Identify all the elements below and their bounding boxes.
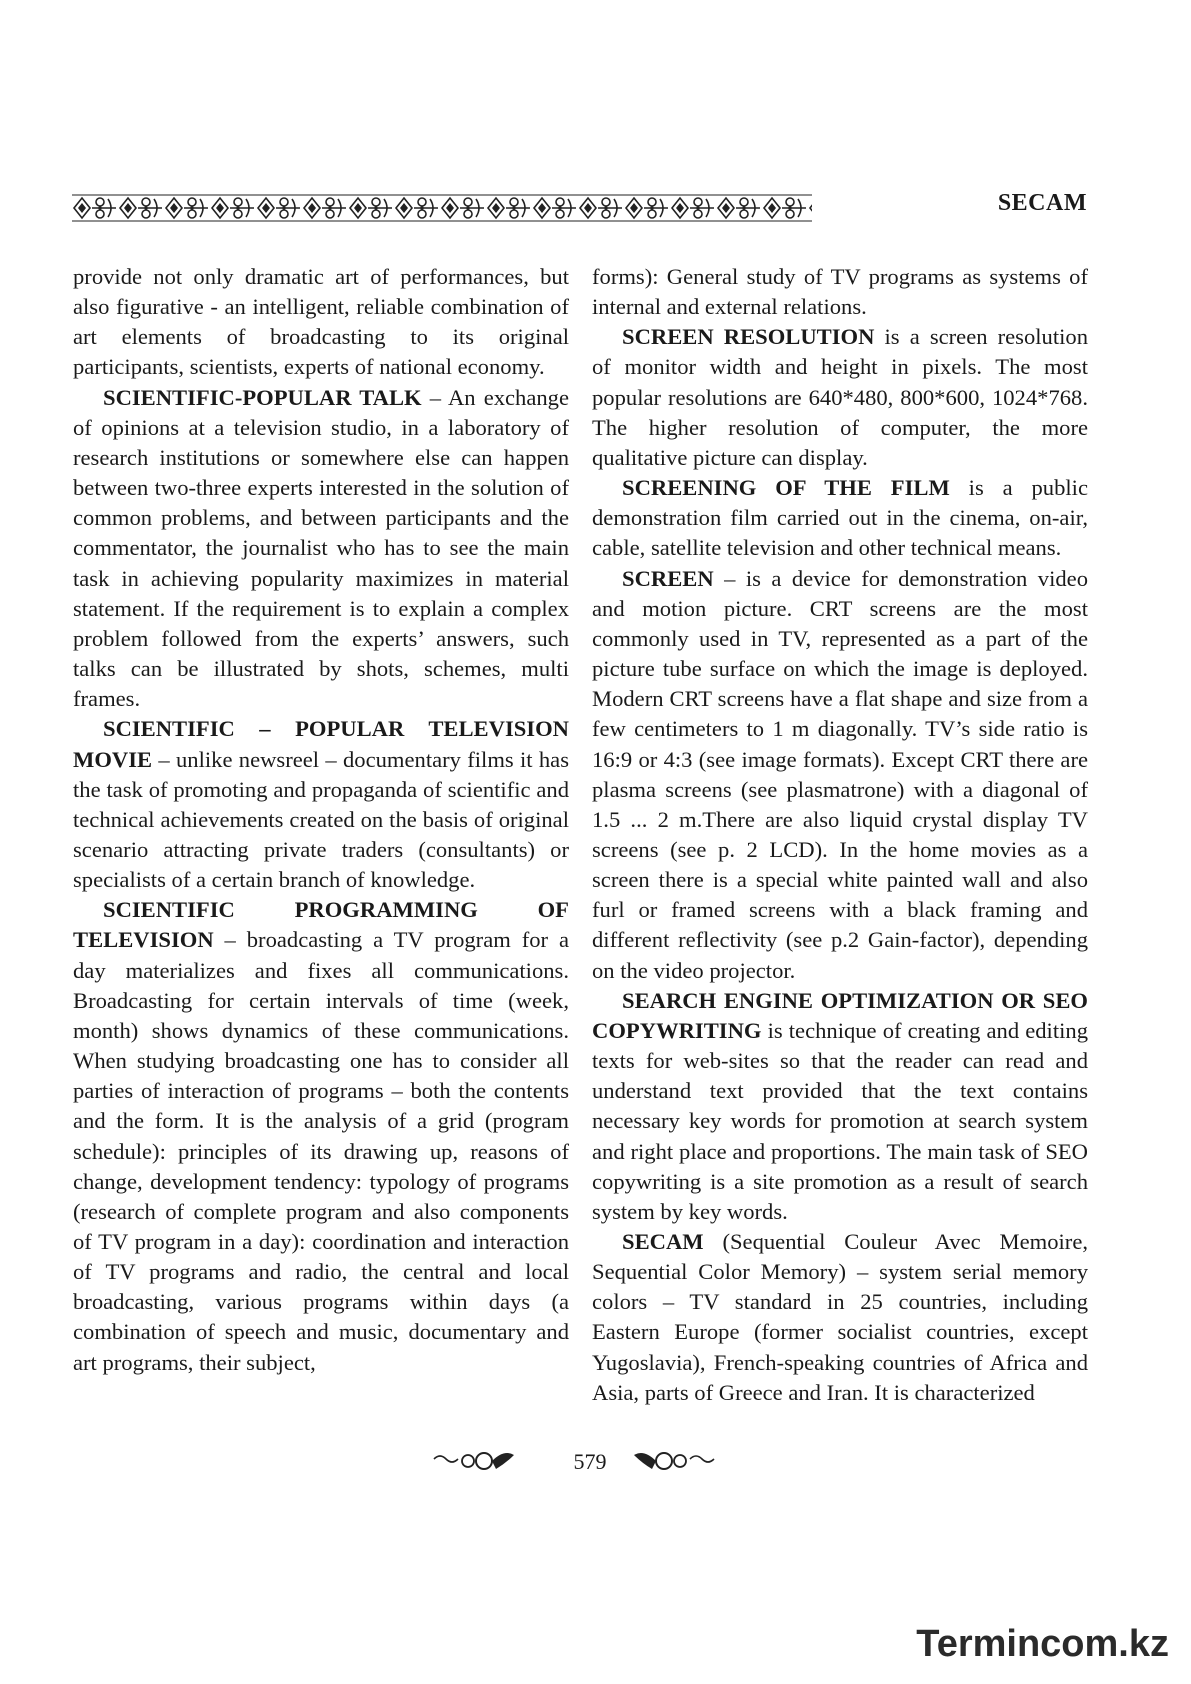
paragraph [592,262,1088,322]
entry-definition: – is a device for demonstration video and motion picture. CRT screens are the most commonly used in TV, represented as a part of the picture tube surface on which the image is deployed. Modern CRT screens have a flat shape and size from a few centimeters to 1 m diagonally. TV’s side ratio is 16:9 or 4:3 (see image formats). Except CRT there are plasma screens (see plasmatrone) with a diagonal of 1.5 ... 2 m.There are also liquid crystal display TV screens (see p. 2 LCD). In the home movies as a screen there is a special white painted wall and also furl or framed screens with a black framing and different reflectivity (see p.2 Gain-factor), depending on the video projector. [592,565,1088,983]
page-number: 579 [573,1449,607,1474]
entry-term: SCREEN [622,565,714,591]
paragraph [592,564,1088,986]
footer-left-ornament [432,1447,516,1475]
paragraph [592,322,1088,473]
paragraph [73,895,569,1378]
paragraph-text: provide not only dramatic art of performances, but also figurative - an intelligent, reliable combination of art elements of broadcasting to its original participants, scientists, experts of national economy. [73,264,569,380]
right-column [592,262,1088,1408]
entry-definition: is a screen resolution of monitor width and height in pixels. The most popular resolutions are 640*480, 800*600, 1024*768. The higher resolution of computer, the more qualitative picture can display. [592,324,1088,470]
entry-term: SCREEN RESOLUTION [622,324,875,350]
entry-definition: is technique of creating and editing texts for web-sites so that the reader can read and understand text provided that the text contains necessary key words for promotion at search system and right place and proportions. The main task of SEO copywriting is a site promotion as a result of search system by key words. [592,1017,1088,1224]
entry-term: SCREENING OF THE FILM [622,475,950,501]
paragraph-text: forms): General study of TV programs as systems of internal and external relations. [592,264,1088,320]
left-column [73,262,569,1378]
entry-definition: (Sequential Couleur Avec Memoire, Sequential Color Memory) – system serial memory colors – TV standard in 25 countries, including Eastern Europe (former socialist countries, except Yugoslavia), French-speaking countries of Africa and Asia, parts of Greece and Iran. It is characterized [592,1229,1088,1405]
paragraph [73,262,569,383]
entry-term: SCIENTIFIC-POPULAR TALK [103,384,422,410]
running-head: SECAM [997,190,1087,216]
paragraph [592,1227,1088,1408]
site-watermark: Termincom.kz [916,1623,1169,1665]
footer-right-ornament [632,1447,716,1475]
entry-term: SCIENTIFIC – POPULAR TELEVISION MOVIE [73,716,569,772]
entry-term: SECAM [622,1229,704,1254]
header-ornament [72,193,812,223]
paragraph [592,986,1088,1227]
entry-definition: – broadcasting a TV program for a day materializes and fixes all communications. Broadcasting for certain intervals of time (week, month) shows dynamics of these communications. When studying broadcasting one has to consider all parties of interaction of programs – both the contents and the form. It is the analysis of a grid (program schedule): principles of its drawing up, reasons of change, development tendency: typology of programs (research of complete program and also components of TV program in a day): coordination and interaction of TV programs and radio, the central and local broadcasting, various programs within days (a combination of speech and music, documentary and art programs, their subject, [73,927,569,1375]
paragraph [592,473,1088,563]
page-footer [0,1445,1191,1479]
entry-definition: – unlike newsreel – documentary films it has the task of promoting and propaganda of scientific and technical achievements created on the basis of original scenario attracting private traders (consultants) or specialists of a certain branch of knowledge. [73,746,569,893]
paragraph [73,714,569,895]
entry-term: SEARCH ENGINE OPTIMIZATION OR SEO COPYWRITING [592,987,1088,1043]
paragraph [73,383,569,715]
entry-definition: – An exchange of opinions at a television studio, in a laboratory of research institutions or somewhere else can happen between two-three experts interested in the solution of common problems, and between participants and the commentator, the journalist who has to see the main task in achieving popularity maximizes in material statement. If the requirement is to explain a complex problem followed from the experts’ answers, such talks can be illustrated by shots, schemes, multi frames. [73,384,569,712]
entry-term: SCIENTIFIC PROGRAMMING OF TELEVISION [73,897,569,953]
entry-definition: is a public demonstration film carried out in the cinema, on-air, cable, satellite television and other technical means. [592,475,1088,561]
